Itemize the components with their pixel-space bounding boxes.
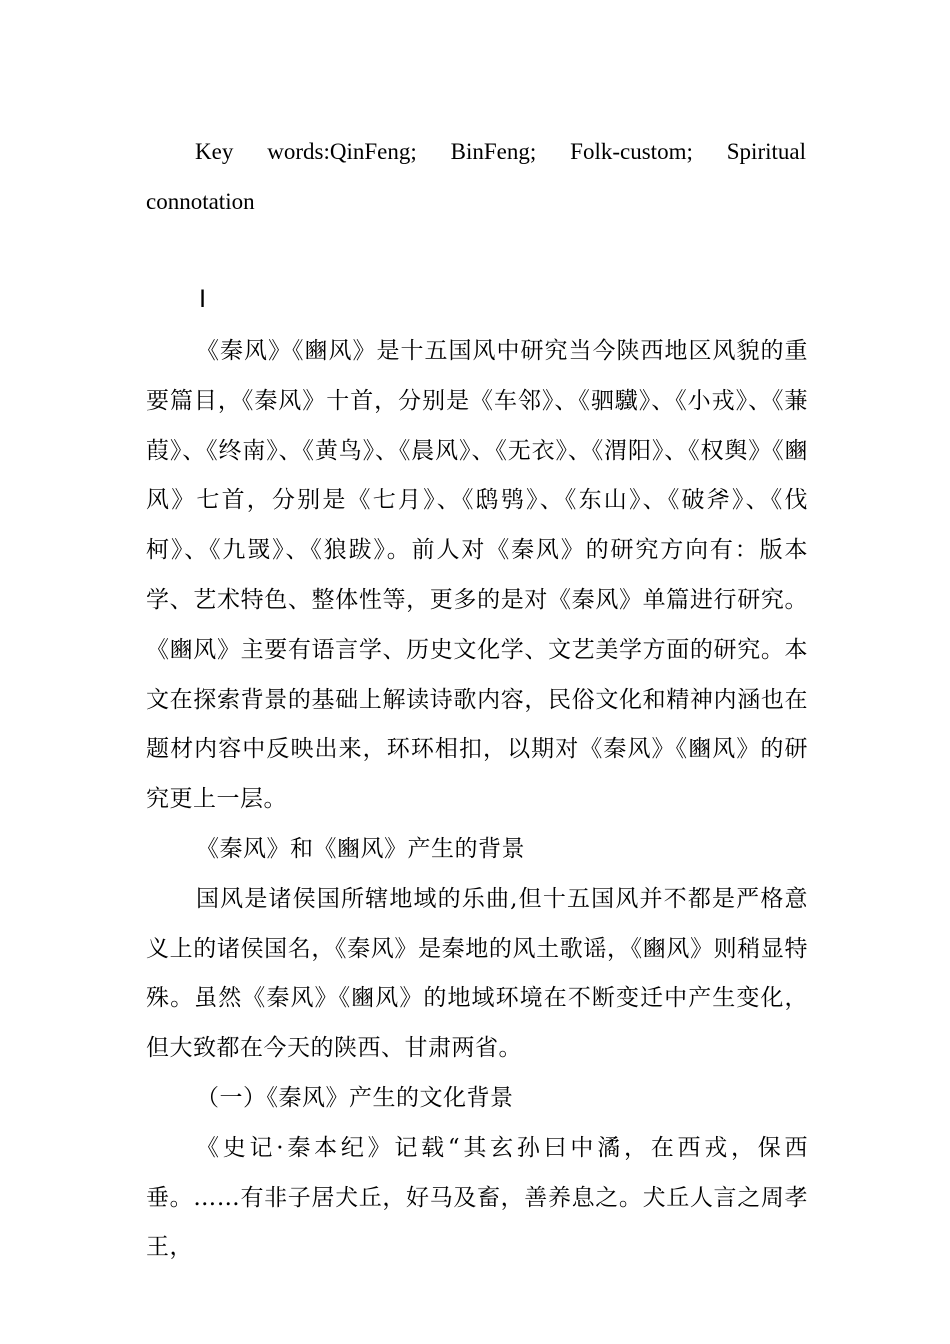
subsection-heading-qinfeng: （一）《秦风》产生的文化背景 [196, 1084, 514, 1111]
section-heading-background: 《秦风》和《豳风》产生的背景 [196, 835, 525, 862]
keywords-line: Key words:QinFeng; BinFeng; Folk-custom; Spiritual connotation [146, 139, 806, 214]
background-paragraph: 国风是诸侯国所辖地域的乐曲,但十五国风并不都是严格意义上的诸侯国名，《秦风》是秦地的风土歌谣，《豳风》则稍显特殊。虽然《秦风》《豳风》的地域环境在不断变迁中产生变化，但大致都在今天的陕西、甘肃两省。 [146, 885, 808, 1062]
intro-paragraph: 《秦风》《豳风》是十五国风中研究当今陕西地区风貌的重要篇目，《秦风》十首，分别是《车邻》、《驷驖》、《小戎》、《蒹葭》、《终南》、《黄鸟》、《晨风》、《无衣》、《渭阳》、《权舆》《豳风》七首，分别是《七月》、《鸱鸮》、《东山》、《破斧》、《伐柯》、《九罭》、《狼跋》。前人对《秦风》的研究方向有：版本学、艺术特色、整体性等，更多的是对《秦风》单篇进行研究。《豳风》主要有语言学、历史文化学、文艺美学方面的研究。本文在探索背景的基础上解读诗歌内容，民俗文化和精神内涵也在题材内容中反映出来，环环相扣，以期对《秦风》《豳风》的研究更上一层。 [146, 338, 808, 813]
body-text [146, 327, 808, 1273]
section-numeral: Ⅰ [199, 287, 207, 313]
shiji-paragraph: 《史记·秦本纪》记载“其玄孙曰中潏，在西戎，保西垂。……有非子居犬丘，好马及畜，善养息之。犬丘人言之周孝王， [146, 1134, 808, 1261]
